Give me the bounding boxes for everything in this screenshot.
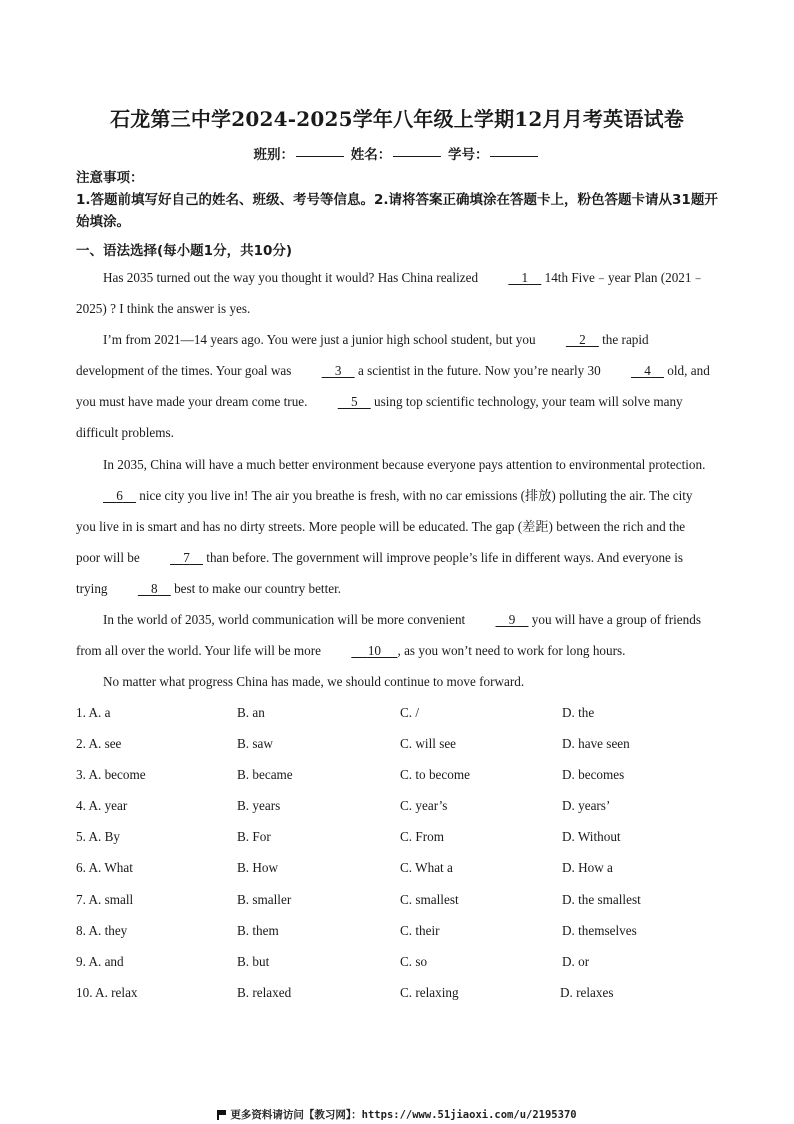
passage-paragraph: I’m from 2021—14 years ago. You were just a junior high school student, but you 2 the rapid development of the times. Your goal was 3 a scientist in the future. Now you’re nearly 30 4 old, and you must have made your dream come true. 5 using top scientific technology, your team will solve many difficult problems.	[76, 324, 710, 448]
option-1-c[interactable]: C. /	[400, 705, 420, 720]
option-2-d[interactable]: D. have seen	[562, 736, 630, 752]
passage-paragraph: No matter what progress China has made, we should continue to move forward.	[103, 674, 525, 690]
option-9-c[interactable]: C. so	[400, 953, 428, 969]
name-blank[interactable]	[393, 156, 441, 157]
id-blank[interactable]	[490, 156, 538, 157]
option-6-c[interactable]: C. What a	[400, 860, 453, 876]
blank-5[interactable]: 5	[350, 394, 358, 410]
option-row	[76, 887, 726, 918]
option-8-b[interactable]: B. them	[237, 922, 279, 938]
blank-9[interactable]: 9	[508, 612, 516, 628]
option-10-b[interactable]: B. relaxed	[237, 984, 292, 1000]
option-4-c[interactable]: C. year’s	[400, 798, 448, 814]
option-1-d[interactable]: D. the	[562, 705, 595, 720]
blank-4[interactable]: 4	[644, 363, 651, 379]
option-row	[76, 793, 726, 824]
id-label: 学号：	[447, 147, 489, 163]
passage-paragraph: Has 2035 turned out the way you thought it would? Has China realized 1 14th Five﹣year Plan (2021﹣2025) ? I think the answer is yes.	[76, 262, 710, 324]
option-1-a[interactable]: 1. A. a	[76, 705, 111, 720]
option-row	[76, 762, 726, 793]
option-3-c[interactable]: C. to become	[400, 767, 470, 783]
option-7-c[interactable]: C. smallest	[400, 891, 459, 907]
option-1-b[interactable]: B. an	[237, 705, 265, 720]
option-row	[76, 855, 726, 886]
option-8-a[interactable]: 8. A. they	[76, 922, 128, 938]
section-heading: 一、语法选择(每小题1分，共10分)	[76, 243, 293, 259]
option-6-b[interactable]: B. How	[237, 860, 279, 876]
notice-heading: 注意事项：	[76, 170, 144, 186]
class-blank[interactable]	[296, 156, 344, 157]
name-label: 姓名：	[350, 147, 392, 163]
option-7-b[interactable]: B. smaller	[237, 891, 292, 907]
option-8-c[interactable]: C. their	[400, 922, 440, 938]
option-9-a[interactable]: 9. A. and	[76, 953, 124, 969]
option-10-a[interactable]: 10. A. relax	[76, 984, 138, 1000]
passage-paragraph: In 2035, China will have a much better environment because everyone pays attention to environmental protection. 6 nice city you live in! The air you breathe is fresh, with no car emissions (排放) polluting the air. The city you live in is smart and has no dirty streets. More people will be educated. The gap (差距) between the rich and the poor will be 7 than before. The government will improve people’s life in different ways. And everyone is trying 8 best to make our country better.	[76, 449, 710, 604]
option-3-d[interactable]: D. becomes	[562, 767, 625, 783]
option-6-a[interactable]: 6. A. What	[76, 860, 133, 876]
option-9-b[interactable]: B. but	[237, 953, 270, 969]
option-4-b[interactable]: B. years	[237, 798, 281, 814]
option-3-b[interactable]: B. became	[237, 767, 293, 783]
option-2-b[interactable]: B. saw	[237, 736, 273, 752]
option-5-b[interactable]: B. For	[237, 829, 271, 845]
option-row	[76, 980, 726, 1011]
answer-options	[76, 700, 726, 1011]
option-row	[76, 700, 726, 731]
blank-10[interactable]: 10	[367, 643, 381, 659]
option-5-d[interactable]: D. Without	[562, 829, 621, 845]
footer-link[interactable]: 更多资料请访问【教习网】：https://www.51jiaoxi.com/u/2195370	[0, 1107, 794, 1122]
option-4-a[interactable]: 4. A. year	[76, 798, 128, 814]
option-row	[76, 824, 726, 855]
option-7-a[interactable]: 7. A. small	[76, 891, 134, 907]
blank-7[interactable]: 7	[183, 549, 190, 565]
blank-1[interactable]: 1	[521, 270, 529, 285]
option-row	[76, 949, 726, 980]
passage-paragraph: In the world of 2035, world communication will be more convenient 9 you will have a group of friends from all over the world. Your life will be more 10 , as you won’t need to work for long hours.	[76, 604, 710, 666]
class-label: 班别：	[253, 147, 295, 163]
option-7-d[interactable]: D. the smallest	[562, 891, 641, 907]
blank-6[interactable]: 6	[116, 487, 123, 503]
reading-passage	[76, 262, 710, 697]
option-3-a[interactable]: 3. A. become	[76, 767, 146, 783]
blank-2[interactable]: 2	[579, 332, 586, 348]
option-10-d[interactable]: D. relaxes	[560, 984, 614, 1000]
option-5-a[interactable]: 5. A. By	[76, 829, 120, 845]
option-5-c[interactable]: C. From	[400, 829, 444, 845]
option-6-d[interactable]: D. How a	[562, 860, 613, 876]
blank-3[interactable]: 3	[334, 363, 342, 379]
student-info-line	[0, 143, 794, 163]
option-8-d[interactable]: D. themselves	[562, 922, 637, 938]
option-4-d[interactable]: D. years’	[562, 798, 611, 814]
option-row	[76, 918, 726, 949]
exam-title: 石龙第三中学2024-2025学年八年级上学期12月月考英语试卷	[110, 107, 684, 131]
blank-8[interactable]: 8	[151, 580, 158, 596]
notice-body: 1.答题前填写好自己的姓名、班级、考号等信息。2.请将答案正确填涂在答题卡上，粉色答题卡请从31题开始填涂。	[76, 192, 718, 230]
flag-icon	[217, 1110, 226, 1119]
option-2-c[interactable]: C. will see	[400, 736, 457, 752]
option-row	[76, 731, 726, 762]
option-10-c[interactable]: C. relaxing	[400, 984, 459, 1000]
option-2-a[interactable]: 2. A. see	[76, 736, 122, 752]
option-9-d[interactable]: D. or	[562, 953, 590, 969]
